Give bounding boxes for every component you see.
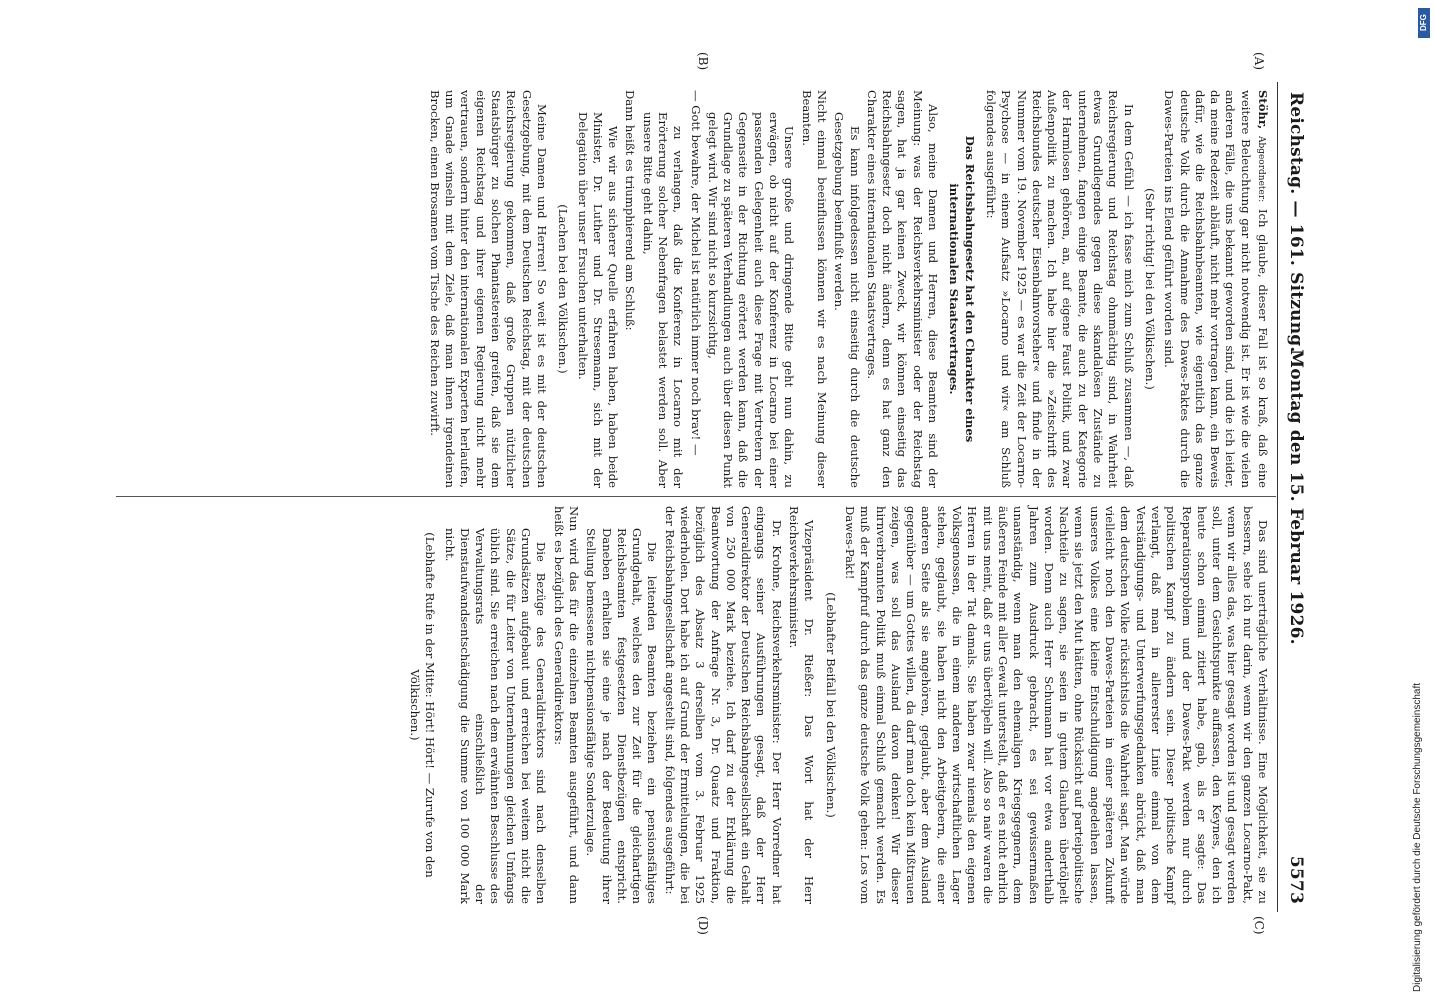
interjection: (Sehr richtig! bei den Völkischen.) — [1142, 188, 1157, 390]
quotation: Es kann infolgedessen nicht einseitig durch die deutsche Gesetzgebung beeinflußt werden. — [832, 112, 862, 488]
header-center: Montag den 15. Februar 1926. — [1286, 349, 1306, 645]
paragraph: Dr. Krohne, Reichsverkehrsminister: Der Herr Vorredner hat eingangs seiner Ausführungen gesagt, daß der Herr Generaldirektor der Deutschen Reichsbahngesellschaft ein Gehalt von 250 000 Mark beziehe. Ich darf zu der Erklärung die Beantwortung der Anfrage Nr. 3, Dr. Quaatz und Fraktion, bezüglich des Absatz 3 derselben vom 3. Februar 1925 wiederholen. Dort habe ich auf Grund der Ermittelungen, die bei der Reichsbahngesellschaft angestellt sind, folgendes ausgeführt: — [662, 506, 784, 904]
quotation: Die Bezüge des Generaldirektors sind nach denselben Grundsätzen aufgebaut und erreichen bei weitem nicht die Sätze, die für Leiter von Unternehmungen gleichen Umfangs üblich sind. Sie erreichen nach dem erwähnten Beschlusse des Verwaltungsrats einschließlich der Dienstaufwandsentschädigung die Summe von 100 000 Mark nicht. — [442, 528, 549, 904]
column-divider — [116, 496, 1276, 497]
paragraph: — Gott bewahre, der Michel ist natürlich immer noch brav! — — [688, 90, 703, 456]
paragraph: Also, meine Damen und Herren, diese Beamten sind der Meinung: was der Reichsverkehrsminister oder der Reichstag sagen, hat ja gar keinen Zweck, wir können einseitig das Reichsbahngesetz doch nicht ändern, denn es hat ganz den Charakter eines internationalen Staatsvertrages. — [864, 90, 941, 488]
speaker-text: Ich glaube, dieser Fall ist so kraß, daß eine weitere Beleuchtung gar nicht notwendig ist. Er ist wie die vielen anderen Fälle, die uns bekannt geworden sind, und die ich leider, da meine Redezeit abläuft, nicht mehr vortragen kann, ein Beweis dafür, wie die Reichsbahnbeamten, wie eigentlich das ganze deutsche Volk durch die Annahme des Dawes-Paktes durch die Dawes-Parteien ins Elend geführt worden sind. — [1162, 90, 1270, 488]
speaker-name: Stöhr, — [1256, 90, 1270, 130]
margin-mark-b: (B) — [696, 52, 710, 71]
paragraph: Das sind unerträgliche Verhältnisse. Eine Möglichkeit, sie zu bessern, sehe ich nur darin, wenn wir den ganzen Locarno-Pakt, wenn wir alles das, was hier gesagt worden ist und gesagt werden soll, unter dem Gesichtspunkte auffassen, den Keynes, den ich heute schon einmal zitiert habe, gab, als er sagte: Das Reparationsproblem und der Dawes-Pakt werden nur durch politischen Kampf zu ändern sein. Dieser politische Kampf verlangt, daß man in allererster Linie einmal von dem Verständigungs- und Unterwerfungsgedanken abrückt, daß man dem deutschen Volke rücksichtslos die Wahrheit sagt. Man würde vielleicht noch den Dawes-Parteien in einer späteren Zukunft unseres Volkes eine kleine Entschuldigung angedeihen lassen, wenn sie jetzt den Mut hätten, ohne Rücksicht auf parteipolitische Nachteile zu sagen, sie seien in gutem Glauben übertölpelt worden. Denn auch Herr Schumann hat vor etwa anderthalb Jahren zum Ausdruck gebracht, es sei gewissermaßen unanständig, wenn man den ehemaligen Kriegsgegnern, dem äußeren Feinde mit aller Gewalt unterstellt, daß er es nicht ehrlich mit uns meint, daß er uns übertölpeln will. Also so naiv waren die Herren in der Tat damals. Sie haben zwar niemals den eigenen Volksgenossen, die in einem anderen wirtschaftlichen Lager stehen, geglaubt, sie haben nicht den Arbeitgebern, die einer anderen Seite als sie angehören, geglaubt, aber dem Ausland gegenüber — um Gottes willen, da darf man doch kein Mißtrauen zeigen, was soll das Ausland davon denken! Wir dieser hirnverbrannten Politik muß einmal Schluß gemacht werden. Es muß der Kampfruf durch das ganze deutsche Volk gehen: Los vom Dawes-Pakt! — [842, 506, 1270, 904]
speaker-role: Abgeordneter: — [1256, 135, 1266, 203]
margin-mark-c: (C) — [1252, 916, 1266, 935]
header-rule — [1277, 82, 1278, 912]
paragraph: Nicht einmal beeinflussen können wir es nach Meinung dieser Beamten. — [799, 90, 829, 488]
page-number: 5573 — [1286, 855, 1306, 904]
quoted-heading: Das Reichsbahngesetz hat den Charakter eines internationalen Staatsvertrages. — [947, 135, 977, 443]
interjection: (Lachen bei den Völkischen.) — [556, 204, 571, 374]
interjection: (Lebhafte Rufe in der Mitte: Hört! Hört! — Zurufe von den Völkischen.) — [407, 532, 438, 878]
quotation: Die leitenden Beamten beziehen ein pensionsfähiges Grundgehalt, welches den zur Zeit für die gleichartigen Reichsbeamten festgesetzten Dienstbezügen entspricht. Daneben erhalten sie eine je nach der Bedeutung ihrer Stellung bemessene nichtpensionsfähige Sonderzulage. — [584, 528, 660, 904]
quotation: Wie wir aus sicherer Quelle erfahren haben, haben beide Minister, Dr. Luther und Dr. Stresemann, sich mit der Delegation über unser Ersuchen unterhalten. — [575, 112, 621, 488]
funding-note: Digitalisierung gefördert durch die Deutsche Forschungsgemeinschaft — [1412, 682, 1423, 992]
paragraph: In dem Gefühl — ich fasse mich zum Schluß zusammen —, daß Reichsregierung und Reichstag ohnmächtig sind, in Wahrheit etwas Grundlegendes gegen diese skandalösen Zustände zu unternehmen, fangen einige Beamte, die auch zu der Kategorie der Harmlosen gehören, an, auf eigene Faust Politik, und zwar Außenpolitik zu machen. Ich habe hier die »Zeitschrift des Reichsbundes deutscher Eisenbahnvorsteher« und finde in der Nummer vom 19. November 1925 — es war die Zeit der Locarno-Psychose — in einem Aufsatz »Locarno und wir« am Schluß folgendes ausgeführt: — [983, 90, 1136, 488]
margin-mark-d: (D) — [696, 916, 710, 935]
left-column — [425, 90, 1270, 488]
paragraph: Meine Damen und Herren! So weit ist es mit der deutschen Gesetzgebung, mit dem Deutschen Reichstag, mit der deutschen Reichsregierung gekommen, daß große Gruppen nützlicher Staatsbürger zu solchen Phantastereien greifen, daß sie dem eigenen Reichstag und ihrer eigenen Regierung nicht mehr vertrauen, sondern hinter den internationalen Experten herlaufen, um Gnade winseln mit dem Ziele, daß man ihnen irgendeinen Brocken, einen Brosamen vom Tische des Reichen zuwirft. — [427, 90, 549, 488]
paragraph: Nun wird das für die einzelnen Beamten ausgeführt, und dann heißt es bezüglich des Generaldirektors: — [551, 506, 581, 904]
quotation: Unsere große und dringende Bitte geht nun dahin, zu erwägen, ob nicht auf der Konferenz in Locarno bei einer passenden Gelegenheit auch diese Frage mit Vertretern der Gegenseite in der Richtung erörtert werden kann, daß die Grundlage zu späteren Verhandlungen auch über diesen Punkt gelegt wird. Wir sind nicht so kurzsichtig, — [705, 112, 797, 488]
speaker-paragraph — [1161, 90, 1270, 488]
paragraph: Dann heißt es triumphierend am Schluß: — [623, 90, 638, 331]
quotation: zu verlangen, daß die Konferenz in Locarno mit der Erörterung solcher Nebenfragen belastet werden soll. Aber unsere Bitte geht dahin, — [640, 112, 686, 488]
header-left: Reichstag. — 161. Sitzung. — [1286, 92, 1306, 353]
dfg-logo: DFG — [1418, 8, 1430, 38]
page — [110, 52, 1310, 935]
margin-mark-a: (A) — [1252, 52, 1266, 71]
paragraph: Vizepräsident Dr. Rießer: Das Wort hat der Herr Reichsverkehrsminister. — [787, 506, 817, 904]
right-column — [401, 506, 1270, 904]
interjection: (Lebhafter Beifall bei den Völkischen.) — [823, 592, 838, 818]
page-header — [1280, 82, 1310, 912]
